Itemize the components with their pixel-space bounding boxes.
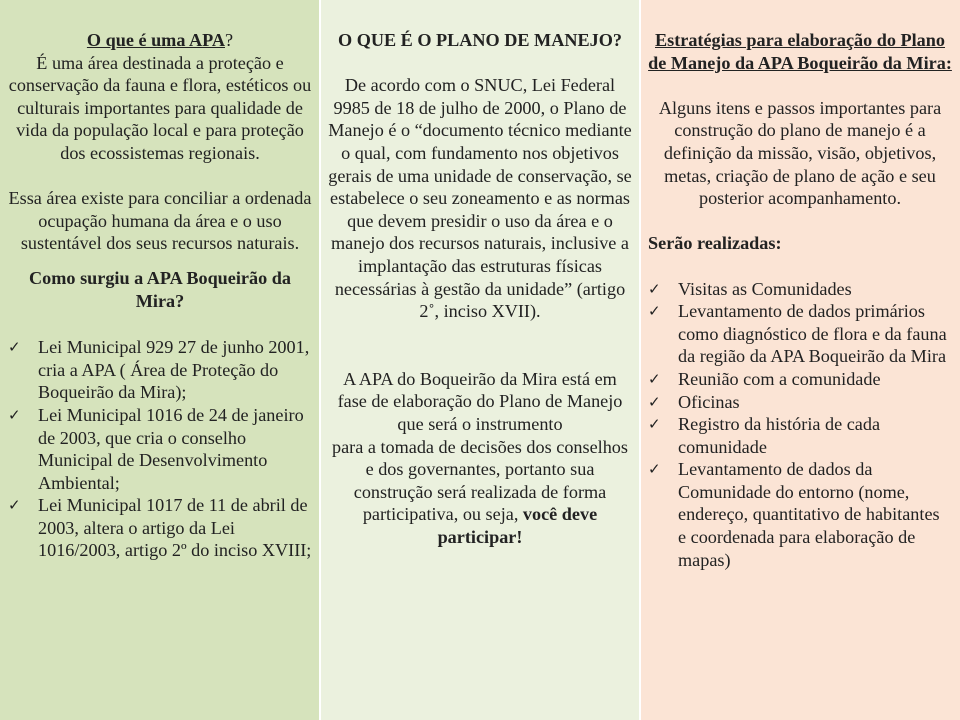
plan-body-2: A APA do Boqueirão da Mira está em fase de elaboração do Plano de Manejo que será o instrumento [337, 368, 623, 434]
strategy-subheading: Serão realizadas: [648, 233, 782, 254]
activity-item: ✓ Registro da história de cada comunidade [648, 414, 881, 457]
strategy-intro: Alguns itens e passos importantes para construção do plano de manejo é a definição da missão, visão, objetivos, metas, criação de plano de ação e seu posterior acompanhamento. [658, 97, 942, 209]
plan-title: O QUE É O PLANO DE MANEJO? [338, 30, 622, 50]
column-what-is-apa [0, 0, 320, 720]
activity-list [648, 278, 952, 572]
column-estrategias [640, 0, 960, 720]
q1-mark: ? [225, 30, 234, 50]
law-list [8, 336, 312, 562]
q1-body-2: Essa área existe para conciliar a ordenada ocupação humana da área e o uso sustentável dos seus recursos naturais. [8, 188, 312, 254]
column-divider [639, 0, 641, 720]
strategy-title: Estratégias para elaboração do Plano de Manejo da APA Boqueirão da Mira: [648, 30, 952, 73]
plan-body-3: para a tomada de decisões dos conselhos e dos governantes, portanto sua construção será realizada de forma participativa, ou seja, você deve participar! [332, 436, 628, 547]
column-divider [319, 0, 321, 720]
law-item: ✓ Lei Municipal 929 27 de junho 2001, cria a APA ( Área de Proteção do Boqueirão da Mira); [8, 337, 310, 403]
q1-body: É uma área destinada a proteção e conservação da fauna e flora, estéticos ou culturais importantes para qualidade de vida da população local e para proteção dos ecossistemas regionais. [8, 52, 312, 163]
law-item: ✓ Lei Municipal 1017 de 11 de abril de 2003, altera o artigo da Lei 1016/2003, artigo 2º do inciso XVIII; [8, 495, 312, 561]
activity-item: ✓ Visitas as Comunidades [648, 278, 852, 299]
q1-heading [8, 29, 312, 52]
check-icon: ✓ [648, 369, 661, 388]
activity-item: ✓ Oficinas [648, 391, 740, 412]
participate-callout: você deve participar! [437, 504, 598, 547]
activity-item: ✓ Levantamento de dados primários como diagnóstico de flora e da fauna da região da APA Boqueirão da Mira [648, 301, 947, 367]
activity-item: ✓ Levantamento de dados da Comunidade do entorno (nome, endereço, quantitativo de habitantes e coordenada para elaboração de mapas) [648, 459, 940, 570]
activity-item: ✓ Reunião com a comunidade [648, 368, 881, 389]
q1-title: O que é uma APA [86, 30, 225, 50]
check-icon: ✓ [648, 392, 661, 411]
check-icon: ✓ [648, 415, 661, 434]
check-icon: ✓ [8, 405, 21, 424]
plan-body: De acordo com o SNUC, Lei Federal 9985 de 18 de julho de 2000, o Plano de Manejo é o “documento técnico mediante o qual, com fundamento nos objetivos gerais de uma unidade de conservação, se estabelece o seu zoneamento e as normas que devem presidir o uso da área e o manejo dos recursos naturais, inclusive a implantação das estruturas físicas necessárias à gestão da unidade” (artigo 2˚, inciso XVII). [328, 75, 632, 322]
check-icon: ✓ [8, 338, 21, 357]
column-plano-de-manejo [320, 0, 640, 720]
check-icon: ✓ [8, 496, 21, 515]
q2-title: Como surgiu a APA Boqueirão da Mira? [29, 267, 291, 311]
check-icon: ✓ [648, 460, 661, 479]
check-icon: ✓ [648, 279, 661, 298]
check-icon: ✓ [648, 302, 661, 321]
law-item: ✓ Lei Municipal 1016 de 24 de janeiro de 2003, que cria o conselho Municipal de Desenvolvimento Ambiental; [8, 404, 304, 493]
